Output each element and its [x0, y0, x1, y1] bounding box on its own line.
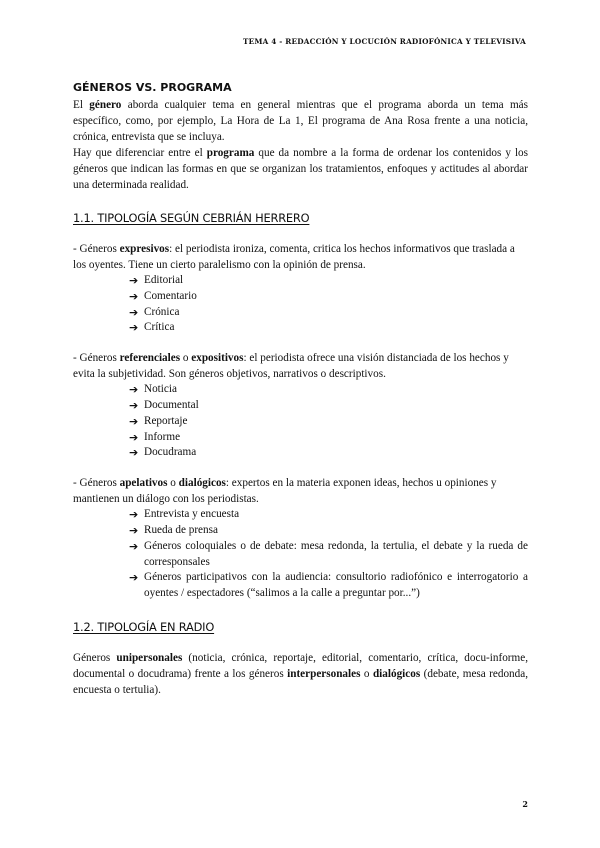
text: Hay que diferenciar entre el: [73, 147, 207, 159]
page-content: [73, 80, 528, 698]
list-item: [129, 398, 528, 414]
text: (noticia, crónica, reportaje, editorial, comentario, crítica, docu-informe, documental o docudrama) frente a los géneros: [73, 651, 528, 680]
bold-term-dialogicos: dialógicos: [372, 667, 421, 680]
text: - Géneros: [73, 352, 120, 365]
text: (debate, mesa redonda, encuesta o tertulia).: [73, 667, 529, 696]
text: - Géneros: [73, 243, 120, 255]
arrow-right-icon: ➔: [129, 305, 139, 319]
list-item-text: Documental: [144, 398, 199, 411]
list-item-text: Crítica: [144, 321, 175, 334]
list-item: [129, 445, 528, 461]
paragraph-programa: [73, 145, 528, 193]
paragraph-apelativos: [73, 475, 528, 507]
list-item-text: Rueda de prensa: [144, 523, 218, 536]
section-title-cebrian-herrero: 1.1. TIPOLOGÍA SEGÚN CEBRIÁN HERRERO: [73, 211, 310, 225]
list-item-text: Docudrama: [144, 446, 197, 459]
list-item-text: Crónica: [144, 305, 180, 318]
list-item-text: Géneros coloquiales o de debate: mesa redonda, la tertulia, el debate y la rueda de corresponsales: [144, 539, 528, 568]
text: El: [73, 99, 90, 111]
arrow-right-icon: ➔: [129, 383, 139, 397]
paragraph-expresivos: [73, 241, 528, 273]
page-number: 2: [522, 799, 528, 809]
list-item: [129, 507, 528, 523]
list-referenciales: [73, 382, 528, 461]
bold-term-expresivos: expresivos: [119, 243, 170, 255]
text: o: [360, 667, 373, 680]
list-item-text: Comentario: [144, 289, 197, 302]
bold-term-interpersonales: interpersonales: [287, 667, 361, 680]
arrow-right-icon: ➔: [129, 508, 139, 522]
running-header: TEMA 4 - REDACCIÓN Y LOCUCIÓN RADIOFÓNICA Y TELEVISIVA: [242, 37, 526, 46]
arrow-right-icon: ➔: [129, 274, 139, 287]
list-item-text: Reportaje: [144, 414, 188, 427]
list-item: [129, 382, 528, 398]
arrow-right-icon: ➔: [129, 414, 139, 428]
arrow-right-icon: ➔: [129, 539, 139, 553]
bold-term-programa: programa: [206, 147, 255, 159]
bold-term-expositivos: expositivos: [191, 352, 244, 365]
arrow-right-icon: ➔: [129, 430, 139, 444]
arrow-right-icon: ➔: [129, 446, 139, 460]
bold-term-genero: género: [89, 99, 122, 111]
list-item: [129, 414, 528, 430]
bold-term-unipersonales: unipersonales: [116, 651, 183, 664]
paragraph-genero: [73, 97, 528, 145]
text: que da nombre a la forma de ordenar los contenidos y los géneros que indican las formas en que se organizan los tratamientos, enfoques y actitudes al abordar una determinada realidad.: [73, 147, 528, 191]
list-item: [129, 289, 528, 305]
paragraph-referenciales: [73, 350, 528, 382]
arrow-right-icon: ➔: [129, 321, 139, 335]
bold-term-apelativos: apelativos: [119, 477, 168, 490]
list-item: [129, 320, 528, 336]
bold-term-dialogicos: dialógicos: [178, 477, 226, 490]
list-expresivos: [73, 273, 528, 336]
arrow-right-icon: ➔: [129, 289, 139, 303]
text: - Géneros: [73, 477, 120, 490]
list-item-text: Géneros participativos con la audiencia: consultorio radiofónico e interrogatorio a oyentes / espectadores (“salimos a la calle a preguntar por...”): [144, 571, 528, 600]
list-item: [129, 305, 528, 321]
text: Géneros: [73, 651, 117, 664]
list-item: [129, 523, 528, 539]
arrow-right-icon: ➔: [129, 398, 139, 412]
list-item-text: Entrevista y encuesta: [144, 508, 240, 521]
list-item-text: Editorial: [144, 274, 184, 286]
text: o: [180, 352, 192, 365]
section-title-generos-vs-programa: GÉNEROS VS. PROGRAMA: [73, 81, 232, 94]
bold-term-referenciales: referenciales: [119, 352, 181, 365]
list-item: [129, 430, 528, 446]
text: : el periodista ironiza, comenta, critica los hechos informativos que traslada a los oyentes. Tiene un cierto paralelismo con la opinión de prensa.: [73, 243, 515, 271]
paragraph-radio: [73, 650, 528, 698]
list-item: [129, 570, 528, 602]
text: o: [167, 477, 179, 490]
section-title-tipologia-radio: 1.2. TIPOLOGÍA EN RADIO: [73, 619, 215, 634]
list-item: [129, 539, 528, 571]
arrow-right-icon: ➔: [129, 523, 139, 537]
list-item-text: Informe: [144, 430, 181, 443]
list-item: [129, 273, 528, 289]
arrow-right-icon: ➔: [129, 571, 139, 585]
list-item-text: Noticia: [144, 383, 177, 396]
list-apelativos: [73, 507, 528, 602]
text: aborda cualquier tema en general mientras que el programa aborda un tema más específico, como, por ejemplo, La Hora de La 1, El programa de Ana Rosa frente a una noticia, crónica, entrevista que se incluya.: [73, 99, 528, 143]
text: : el periodista ofrece una visión distanciada de los hechos y evita la subjetividad. Son géneros objetivos, narrativos o descriptivos.: [73, 352, 509, 381]
text: : expertos en la materia exponen ideas, hechos u opiniones y mantienen un diálogo con los periodistas.: [73, 477, 497, 506]
